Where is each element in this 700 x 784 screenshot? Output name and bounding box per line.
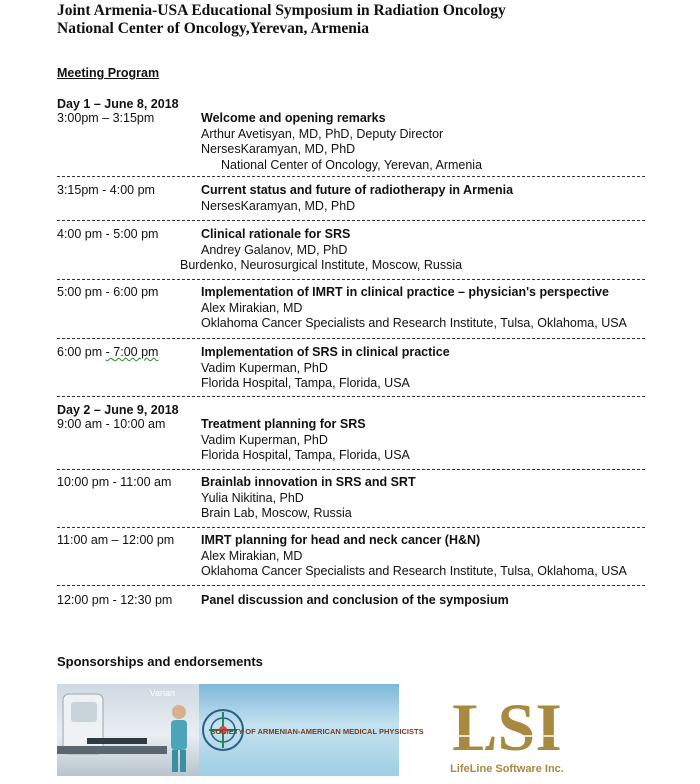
separator: [57, 396, 645, 397]
session-title: IMRT planning for head and neck cancer (H&N): [201, 533, 481, 547]
lsi-letters: LSI: [452, 689, 562, 765]
speaker: Vadim Kuperman, PhD: [201, 360, 328, 375]
lsi-name: LifeLine Software Inc.: [450, 763, 564, 775]
session-title: Treatment planning for SRS: [201, 417, 366, 431]
session-time: 4:00 pm - 5:00 pm: [57, 227, 159, 241]
saams-logo: [199, 684, 424, 776]
document-title: Joint Armenia-USA Educational Symposium in Radiation Oncology: [57, 2, 506, 19]
session-title: Welcome and opening remarks: [201, 111, 386, 125]
day-2-label: Day 2 – June 9, 2018: [57, 403, 179, 417]
varian-logo: [57, 684, 199, 776]
separator: [57, 176, 645, 177]
session-time: 3:15pm - 4:00 pm: [57, 183, 155, 197]
session-time: 11:00 am – 12:00 pm: [57, 533, 175, 547]
varian-machine-icon: [57, 684, 199, 776]
speaker: NersesKaramyan, MD, PhD: [201, 198, 356, 213]
session-title: Clinical rationale for SRS: [201, 227, 351, 241]
separator: [57, 585, 645, 586]
program-heading: Meeting Program: [57, 66, 160, 80]
day-1-label: Day 1 – June 8, 2018: [57, 97, 179, 111]
affiliation: National Center of Oncology, Yerevan, Armenia: [221, 157, 483, 172]
affiliation: Florida Hospital, Tampa, Florida, USA: [201, 376, 410, 390]
session-time: 9:00 am - 10:00 am: [57, 417, 166, 431]
session-title: Implementation of IMRT in clinical practice – physician's perspective: [201, 285, 609, 299]
lsi-logo: [432, 688, 582, 778]
document-subtitle: National Center of Oncology,Yerevan, Armenia: [57, 20, 369, 37]
session-title: Brainlab innovation in SRS and SRT: [201, 475, 416, 489]
speaker: Alex Mirakian, MD: [201, 548, 303, 563]
speaker: NersesKaramyan, MD, PhD: [201, 142, 356, 156]
affiliation: Oklahoma Cancer Specialists and Research Institute, Tulsa, Oklahoma, USA: [201, 316, 627, 330]
session-title: Implementation of SRS in clinical practice: [201, 345, 450, 359]
separator: [57, 338, 645, 339]
separator: [57, 527, 645, 528]
speaker: Alex Mirakian, MD: [201, 300, 303, 315]
speaker: Andrey Galanov, MD, PhD: [201, 242, 348, 257]
separator: [57, 279, 645, 280]
sponsors-heading: Sponsorships and endorsements: [57, 654, 263, 669]
session-time: 12:00 pm - 12:30 pm: [57, 593, 173, 607]
affiliation: Burdenko, Neurosurgical Institute, Moscow, Russia: [180, 258, 463, 272]
varian-label: Varian: [149, 688, 175, 698]
session-time: 10:00 pm - 11:00 am: [57, 475, 172, 489]
session-time: 5:00 pm - 6:00 pm: [57, 285, 159, 299]
session-time: 6:00 pm - 7:00 pm: [57, 345, 159, 359]
lsi-logo-icon: [432, 688, 582, 778]
session-time: 3:00pm – 3:15pm: [57, 111, 155, 125]
saams-emblem-icon: [199, 684, 424, 776]
session-title: Panel discussion and conclusion of the symposium: [201, 593, 509, 607]
speaker: Yulia Nikitina, PhD: [201, 490, 304, 505]
affiliation: Florida Hospital, Tampa, Florida, USA: [201, 448, 410, 462]
session-title: Current status and future of radiotherapy in Armenia: [201, 183, 514, 197]
separator: [57, 469, 645, 470]
speaker: Vadim Kuperman, PhD: [201, 432, 328, 447]
saams-label: SOCIETY OF ARMENIAN-AMERICAN MEDICAL PHYSICISTS: [210, 727, 424, 736]
affiliation: Oklahoma Cancer Specialists and Research Institute, Tulsa, Oklahoma, USA: [201, 564, 627, 578]
affiliation: Brain Lab, Moscow, Russia: [201, 506, 352, 520]
separator: [57, 220, 645, 221]
speaker: Arthur Avetisyan, MD, PhD, Deputy Director: [201, 126, 444, 141]
